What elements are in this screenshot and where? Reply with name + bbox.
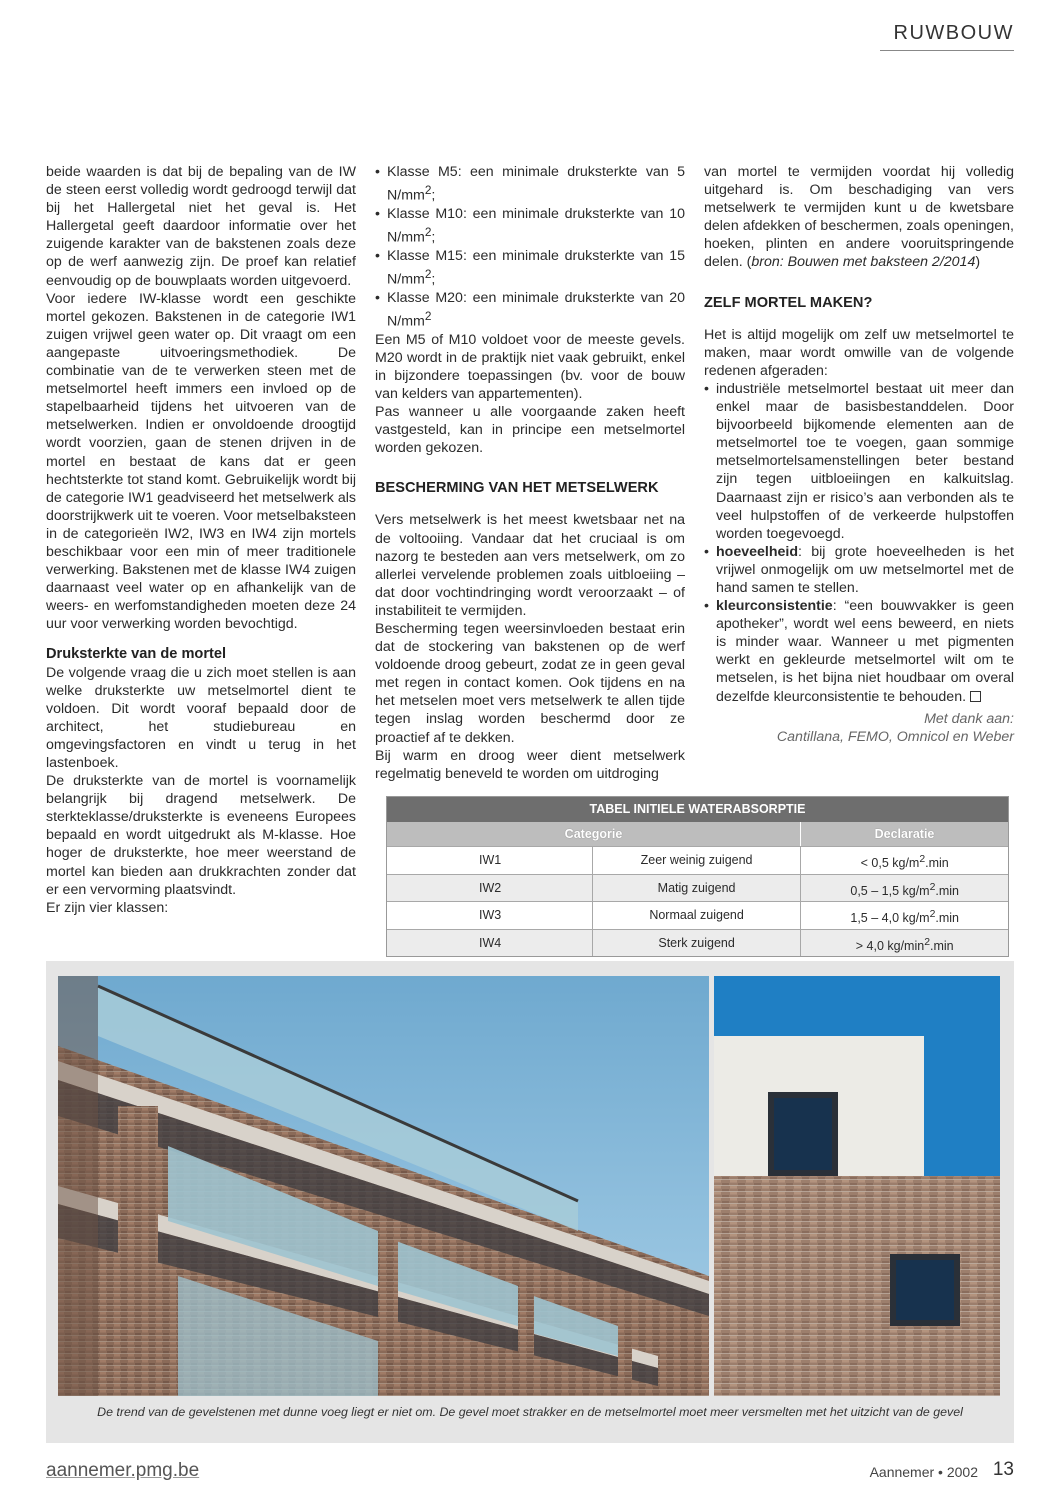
column-header-categorie: Categorie	[387, 822, 801, 846]
list-item: • Klasse M10: een minimale druksterkte van 10 $N/mm^2$;	[375, 205, 685, 247]
list-item: • Klasse M5: een minimale druksterkte van 5 $N/mm^2$;	[375, 163, 685, 205]
page-number: 13	[992, 1459, 1014, 1480]
table-header	[387, 822, 1008, 846]
footer-issue: Aannemer • 2002	[869, 1464, 978, 1480]
paragraph: van mortel te vermijden voordat hij volledig uitgehard is. Om beschadiging van vers metselwerk te vermijden kunt u de kwetsbare delen afdekken of beschermen, zoals openingen, hoeken, plinten en andere vooruitspringende delen. (bron: Bouwen met baksteen 2/2014)	[704, 164, 1014, 271]
column-header-declaratie: Declaratie	[874, 827, 935, 841]
list-item: • hoeveelheid: bij grote hoeveelheden is het vrijwel onmogelijk om uw metselmortel met de hand samen te stellen.	[704, 543, 1014, 597]
end-mark-icon	[970, 691, 981, 702]
paragraph: Er zijn vier klassen:	[46, 899, 169, 916]
column-2	[375, 163, 685, 783]
footer-website-link[interactable]: aannemer.pmg.be	[46, 1460, 200, 1481]
reasons-list	[704, 380, 1014, 706]
table-row: IW1 Zeer weinig zuigend < 0,5 $kg/m^2.\min$	[387, 846, 1008, 874]
heading-zelf-mortel: ZELF MORTEL MAKEN?	[704, 294, 873, 311]
table-row: IW4 Sterk zuigend > 4,0 $kg/\min^2.\min$	[387, 929, 1008, 957]
paragraph: Pas wanneer u alle voorgaande zaken heeft vastgesteld, kan in principe een metselmortel worden gekozen.	[375, 404, 685, 457]
column-1	[46, 163, 356, 917]
photo-panel	[46, 961, 1014, 1443]
table-row: IW3 Normaal zuigend 1,5 – 4,0 $kg/m^2.\min$	[387, 901, 1008, 929]
credits: Met dank aan: Cantillana, FEMO, Omnicol en Weber	[776, 710, 1014, 745]
apartment-building-photo	[58, 976, 709, 1396]
list-item: • Klasse M15: een minimale druksterkte van 15 $N/mm^2$;	[375, 247, 685, 289]
paragraph: Vers metselwerk is het meest kwetsbaar net na de voltooiing. Vandaar dat het cruciaal is om nazorg te besteden aan vers metselwerk, om zo allerlei vervelende problemen zoals uitbloeiing – dat door vochtindringing wordt veroorzaakt – of instabiliteit te vermijden.	[375, 512, 685, 619]
paragraph: De druksterkte van de mortel is voornamelijk belangrijk bij dragend metselwerk. De sterkteklasse/druksterkte is eveneens Europees bepaald en wordt uitgedrukt als M-klasse. Hoe hoger de druksterkte, hoe meer weerstand de mortel kan bieden aan drukkrachten zonder dat er een vervorming plaatsvindt.	[46, 773, 356, 898]
paragraph: De volgende vraag die u zich moet stellen is aan welke druksterkte uw metselmortel dient te voldoen. Dit wordt vooraf bepaald door de architect, het studiebureau en omgevingsfactoren en vindt u terug in het lastenboek.	[46, 664, 356, 771]
table-title: TABEL INITIELE WATERABSORPTIE	[387, 797, 1008, 822]
table-row: IW2 Matig zuigend 0,5 – 1,5 $kg/m^2.\min$	[387, 874, 1008, 902]
paragraph: Bij warm en droog weer dient metselwerk regelmatig beneveld te worden om uitdroging	[375, 747, 685, 782]
paragraph: Voor iedere IW-klasse wordt een geschikte mortel gekozen. Bakstenen in de categorie IW1 zuigen vrijwel geen water op. Dit vraagt om een aangepaste uitvoeringsmethodiek. De combinatie van de te verwerken steen met de metselmortel heeft immers een invloed op de stapelbaarheid tijdens het uitvoeren van de metselwerken. Indien er onvoldoende droogtijd wordt voorzien, gaan de stenen drijven in de mortel en bestaat de kans dat er geen hechtsterkte tot stand komt. Gebruikelijk wordt bij de categorie IW1 geadviseerd het metselwerk als doorstrijkwerk uit te voeren. Voor metselbaksteen in de categorieën IW2, IW3 en IW4 zijn mortels beschikbaar voor een min of meer traditionele verwerking. Bakstenen met de klasse IW4 zuigen daarnaast veel water op en afhankelijk van de weers- en werfomstandigheden moeten deze 24 uur voor verwerking worden bevochtigd.	[46, 290, 356, 633]
list-item: • Klasse M20: een minimale druksterkte van 20 $N/mm^2$	[375, 289, 685, 331]
column-3	[704, 163, 1014, 746]
paragraph: Bescherming tegen weersinvloeden bestaat erin dat de stockering van bakstenen op de werf voldoende droog gebeurt, zodat ze in geen geval met regen in contact komen. Ook tijdens en na het metselen moet vers metselwerk te allen tijde tegen inslag worden beschermd door ze proactief af te dekken.	[375, 621, 685, 746]
paragraph: beide waarden is dat bij de bepaling van de IW de steen eerst volledig wordt gedroogd terwijl dat bij het Hallergetal niet het geval is. Het Hallergetal geeft daardoor informatie over het zuigende karakter van de bakstenen zoals deze op de werf aanwezig zijn. De proef kan relatief eenvoudig op de bouwplaats worden uitgevoerd.	[46, 164, 356, 289]
section-rule	[880, 50, 1014, 51]
source-reference: bron: Bouwen met baksteen 2/2014	[751, 254, 976, 271]
section-label: RUWBOUW	[893, 22, 1014, 44]
mortar-classes-list	[375, 163, 685, 331]
subheading-druksterkte: Druksterkte van de mortel	[46, 646, 227, 663]
facade-detail-photo	[714, 976, 1000, 1396]
paragraph: Het is altijd mogelijk om zelf uw metselmortel te maken, maar wordt omwille van de volgende redenen afgeraden:	[704, 326, 1014, 379]
paragraph: Een M5 of M10 voldoet voor de meeste gevels. M20 wordt in de praktijk niet vaak gebruikt, enkel in bijzondere toepassingen (bv. voor de bouw van kelders van appartementen).	[375, 331, 685, 402]
heading-bescherming: BESCHERMING VAN HET METSELWERK	[375, 480, 659, 497]
water-absorption-table	[386, 796, 1009, 957]
photo-caption: De trend van de gevelstenen met dunne voeg liegt er niet om. De gevel moet strakker en de metselmortel moet meer versmelten met het uitzicht van de gevel	[97, 1405, 963, 1419]
list-item: • industriële metselmortel bestaat uit meer dan enkel maar de basisbestanddelen. Door bijvoorbeeld bijkomende elementen aan de metselmortel toe te voegen, gaan sommige metselmortelsamenstellingen beter bestand zijn tegen uitbloeiingen en kalkuitslag. Daarnaast zijn er risico’s aan verbonden als te veel hulpstoffen of de verkeerde hulpstoffen worden toegevoegd.	[704, 380, 1014, 543]
list-item: • kleurconsistentie: “een bouwvakker is geen apotheker”, wordt wel eens beweerd, en niets is minder waar. Wanneer u met pigmenten werkt en gekleurde metselmortel wilt om te metselen, is het bijna niet houdbaar om overal dezelfde kleurconsistentie te behouden.	[704, 597, 1014, 706]
